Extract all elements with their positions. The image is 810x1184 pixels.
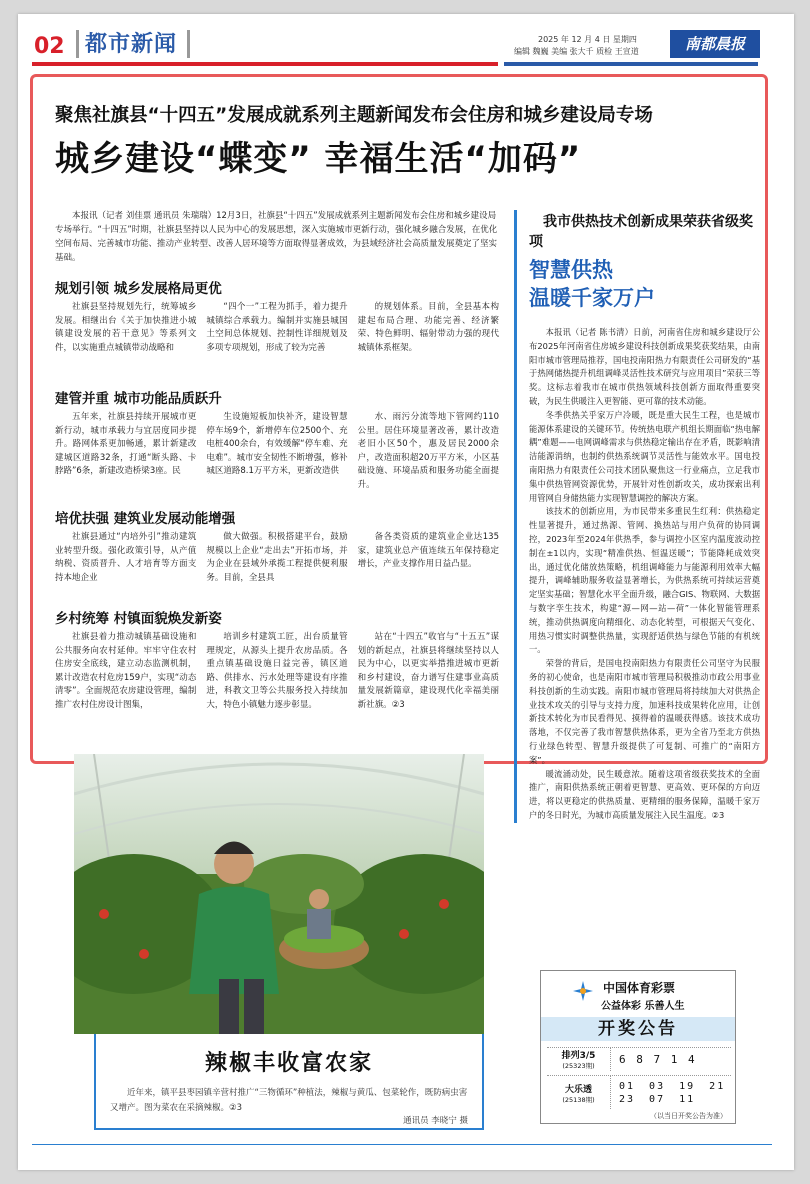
feature-kicker: 聚焦社旗县“十四五”发展成就系列主题新闻发布会住房和城乡建设局专场 [55,105,653,126]
draw-name [547,1048,611,1071]
section-heading-3: 培优扶强 建筑业发展动能增强 [55,511,236,527]
section-2-col-1: 五年来，社旗县持续开展城市更新行动，城市承载力与宜居度同步提升。路网体系更加畅通，累计新建改建城区道路32条，打通“断头路、卡脖路”6条，新建改造桥梁3座。民 [55,412,197,476]
page-number: 02 [34,34,65,59]
side-paragraph: 该技术的创新应用，为市民带来多重民生红利：供热稳定性显著提升，通过热源、管网、换热站与用户负荷的协同调控，2023年至2024年供热季，参与调控小区室内温度波动控制在±1以内，实现“精准供热、恒温送暖”；节能降耗成效突出，通过优化储放热策略，机组调峰能力与能源利用效率大幅提升，调峰辅助服务收益显著增长，为供热系统可持续运营奠定坚实基础；智慧化水平全面升级，融合GIS、物联网、大数据与数字孪生技术，构建“源—网—站—荷”一体化智能管理系统，推动供热调度向精细化、动态化转型，可根据天气变化、用热习惯实时调整供热量，实现舒适供热与绿色节能的有机统一。 [529,506,760,655]
lottery-brand: 中国体育彩票 [603,981,676,995]
photo-title: 辣椒丰收富农家 [204,1051,373,1076]
side-body [529,326,760,823]
sports-lottery-logo-icon [571,979,595,1003]
side-headline-2: 温暖千家万户 [529,286,655,310]
newspaper-page [18,14,794,1170]
side-paragraph: 本报讯（记者 陈书清）日前，河南省住房和城乡建设厅公布2025年河南省住房城乡建设科技创新成果奖获奖结果，由南阳市城市管理局推荐，国电投南阳热力有限责任公司研发的“基于热网储热提升机组调峰灵活性技术研究与应用项目”荣获三等奖。这标志着我市在城市供热领域科技创新方面取得重要突破，为民生供暖注入更智能、更可靠的技术动能。 [529,327,760,406]
draw-name-text: 大乐透 [564,1085,592,1095]
section-2-col-3: 水、雨污分流等地下管网约110公里。居住环境显著改善，累计改造老旧小区50个，惠及居民2000余户，改造面积超20万平方米，小区基础设施、环境品质和服务功能全面提升。 [357,412,499,490]
side-article [514,210,760,823]
lottery-note: （以当日开奖公告为准） [650,1112,727,1120]
section-body-1 [55,301,499,355]
header-rule-blue [504,62,758,66]
lottery-row [547,1075,731,1109]
section-1-col-3: 的规划体系。目前，全县基本构建起布局合理、功能完善、经济繁荣、特色鲜明、辐射带动力强的现代城镇体系框架。 [357,302,499,353]
section-3-col-3: 备各类资质的建筑业企业达135家，建筑业总产值连续五年保持稳定增长，产业支撑作用日益凸显。 [357,532,499,569]
masthead-logo: 南都晨报 [670,30,760,58]
header-rule-red [32,62,498,66]
lottery-row [547,1047,731,1071]
section-body-4 [55,631,499,712]
editor-credits: 编辑 魏巍 美编 张大千 质检 王宣道 [514,47,639,56]
photo-caption: 近年来，镇平县枣园镇辛营村推广“三物循环”种植法，辣椒与黄瓜、包菜轮作，既防病虫害又增产。图为菜农在采摘辣椒。②3 [110,1088,468,1113]
feature-headline: 城乡建设“蝶变” 幸福生活“加码” [55,139,582,179]
side-kicker: 我市供热技术创新成果荣获省级奖项 [529,214,753,250]
issue-date: 2025 年 12 月 4 日 星期四 [538,35,637,44]
news-photo [74,754,484,1034]
section-title: 都市新闻 [76,30,190,58]
section-body-2 [55,411,499,492]
section-heading-2: 建管并重 城市功能品质跃升 [55,391,222,407]
side-paragraph: 冬季供热关乎家万户冷暖，既是重大民生工程，也是城市能源体系建设的关键环节。传统热电联产机组长期面临“热电解耦”难题——电网调峰需求与供热稳定输出存在矛盾，既影响清洁能源消纳，也制约供热系统调节灵活性与能效水平。国电投南阳热力有限责任公司技术团队聚焦这一行业痛点，立足我市集中供热管网资源优势，开展针对性创新攻关，成功探索出利用管网自身储热能力实现智慧调控的解决方案。 [529,409,760,503]
draw-numbers: 01 03 19 21 23 07 11 [619,1081,726,1105]
photo-credit: 通讯员 李晓宁 摄 [403,1116,468,1126]
side-headline-1: 智慧供热 [529,258,613,282]
footer-rule [32,1144,772,1145]
section-4-col-2: 培训乡村建筑工匠，出台质量管理规定，从源头上提升农房品质。各重点镇基础设施日益完善，镇区道路、供排水、污水处理等建设有序推进，科教文卫等公共服务投入持续加大，特色小镇魅力逐步彰显。 [206,632,348,710]
section-heading-1: 规划引领 城乡发展格局更优 [55,281,222,297]
lottery-title: 开奖公告 [541,1017,735,1041]
draw-name-text: 排列3/5 [561,1051,596,1061]
lottery-slogan: 公益体彩 乐善人生 [601,1001,685,1012]
section-heading-4: 乡村统筹 村镇面貌焕发新姿 [55,611,222,627]
draw-numbers: 6 8 7 1 4 [619,1053,697,1066]
section-1-col-1: 社旗县坚持规划先行，统筹城乡发展。相继出台《关于加快推进小城镇建设发展的若干意见》等系列文件，以实施重点城镇带动战略和 [55,302,197,353]
draw-name [547,1076,611,1109]
lottery-announcement [540,970,736,1124]
feature-lead: 本报讯（记者 刘佳票 通讯员 朱瑞瑞）12月3日，社旗县“十四五”发展成就系列主题新闻发布会住房和城乡建设局专场举行。“十四五”时期，社旗县坚持以人民为中心的发展思想，深入实施城市更新行动，强化城乡融合发展，在优化空间布局、完善城市功能、推动产业转型、改善人居环境等方面取得显著成效，为县域经济社会高质量发展奠定了坚实基础。 [55,211,498,263]
section-3-col-2: 做大做强。积极搭建平台，鼓励规模以上企业“走出去”开拓市场，并为企业在县域外承揽工程提供便利服务。目前，全县具 [206,532,348,583]
draw-issue: (25138期) [562,1096,595,1104]
section-4-col-3: 站在“十四五”收官与“十五五”谋划的新起点，社旗县将继续坚持以人民为中心，以更实举措推进城市更新和乡村建设，奋力谱写住建事业高质量发展新篇章，建设现代化幸福美丽新社旗。②3 [357,632,499,710]
section-body-3 [55,531,499,585]
section-1-col-2: “四个一”工程为抓手，着力提升城镇综合承载力。编制并实施县城国土空间总体规划、控制性详细规划及多项专项规划，形成了较为完善 [206,302,348,353]
section-2-col-2: 生设施短板加快补齐，建设智慧停车场9个，新增停车位2500个、充电桩400余台，有效缓解“停车难、充电难”。城市安全韧性不断增强，修补城区道路8.1万平方米，更新改造供 [206,412,348,476]
draw-issue: (25323期) [562,1062,595,1070]
side-paragraph: 暖流涌动处，民生暖意浓。随着这项省级获奖技术的全面推广，南阳供热系统正朝着更智慧、更高效、更环保的方向迈进，将以更稳定的供热质量、更精细的服务保障，温暖千家万户的冬日时光，为城市高质量发展注入民生温度。②3 [529,768,760,820]
section-3-col-1: 社旗县通过“内培外引”推动建筑业转型升级。强化政策引导，从产值纳税、资质晋升、人才培育等方面支持本地企业 [55,532,197,583]
greenhouse-photo-illustration [74,754,484,1034]
side-paragraph: 荣誉的背后，是国电投南阳热力有限责任公司坚守为民服务的初心使命，也是南阳市城市管理局积极推动市政公用事业科技创新的生动实践。南阳市城市管理局将持续加大对供热企业技术攻关的引导与支持力度，加速科技成果转化应用，让创新技术转化为市民看得见、摸得着的温暖获得感。该技术成功落地，不仅完善了我市智慧供热体系，更为全省乃至北方供热行业绿色转型、智慧升级提供了可复制、可推广的“南阳方案”。 [529,658,760,765]
photo-caption-box [94,1034,484,1130]
section-4-col-1: 社旗县着力推动城镇基础设施和公共服务向农村延伸。牢牢守住农村住房安全底线，建立动态监测机制，累计改造农村危房159户，实现“动态清零”。全面规范农房建设管理，编制推广农村住房设计图集， [55,632,197,710]
